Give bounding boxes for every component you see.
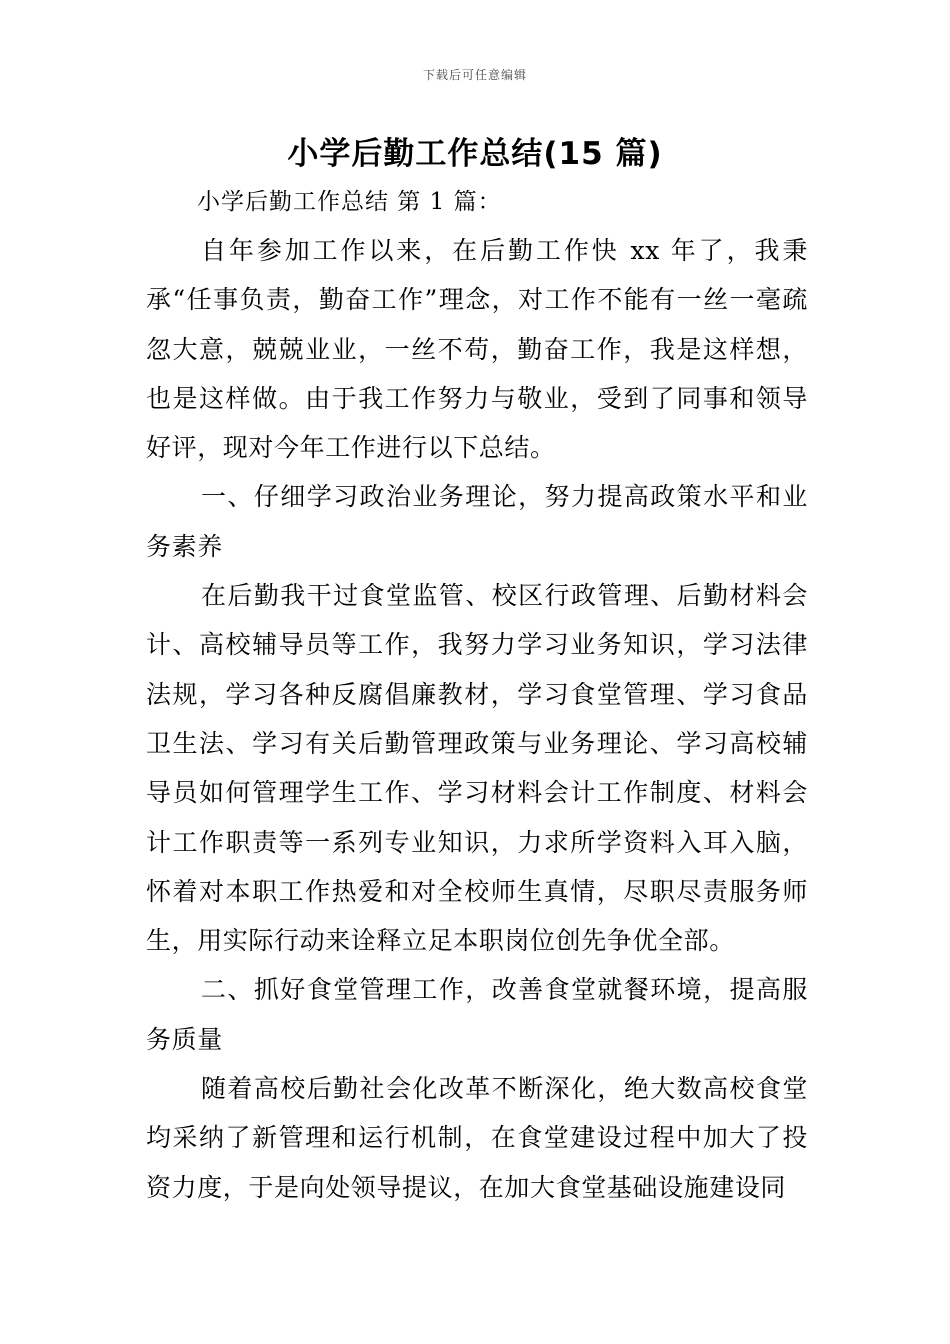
section-label: 小学后勤工作总结 第 1 篇： xyxy=(197,189,502,215)
body-text xyxy=(146,226,808,1212)
heading-section-1: 一、仔细学习政治业务理论，努力提高政策水平和业务素养 xyxy=(146,482,808,561)
paragraph-section-1: 在后勤我干过食堂监管、校区行政管理、后勤材料会计、高校辅导员等工作，我努力学习业务知识，学习法律法规，学习各种反腐倡廉教材，学习食堂管理、学习食品卫生法、学习有关后勤管理政策与业务理论、学习高校辅导员如何管理学生工作、学习材料会计工作制度、材料会计工作职责等一系列专业知识，力求所学资料入耳入脑，怀着对本职工作热爱和对全校师生真情，尽职尽责服务师生，用实际行动来诠释立足本职岗位创先争优全部。 xyxy=(146,581,808,956)
paragraph-intro: 自年参加工作以来，在后勤工作快 xx 年了，我秉承“任事负责，勤奋工作”理念，对工作不能有一丝一毫疏忽大意，兢兢业业，一丝不苟，勤奋工作，我是这样想，也是这样做。由于我工作努力与敬业，受到了同事和领导好评，现对今年工作进行以下总结。 xyxy=(146,236,808,463)
heading-section-2: 二、抓好食堂管理工作，改善食堂就餐环境，提高服务质量 xyxy=(146,975,808,1054)
paragraph-section-2: 随着高校后勤社会化改革不断深化，绝大数高校食堂均采纳了新管理和运行机制，在食堂建设过程中加大了投资力度，于是向处领导提议，在加大食堂基础设施建设同 xyxy=(146,1074,808,1202)
header-note: 下载后可任意编辑 xyxy=(422,68,527,82)
document-title: 小学后勤工作总结(15 篇) xyxy=(287,136,663,172)
